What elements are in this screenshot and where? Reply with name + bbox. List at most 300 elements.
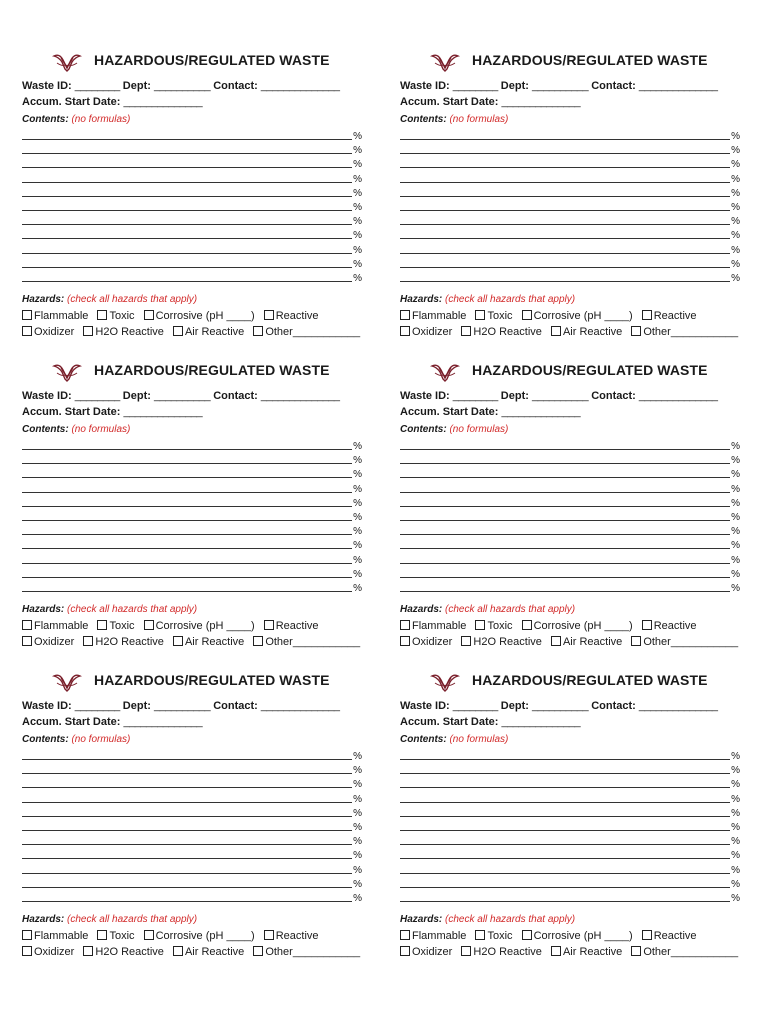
percent-sign: % <box>353 145 362 157</box>
checkbox-icon[interactable] <box>631 636 641 646</box>
content-entry-line[interactable] <box>22 270 362 284</box>
percent-sign: % <box>353 455 362 467</box>
hazard-h2o-reactive[interactable]: H2O Reactive <box>461 946 541 958</box>
contact-label: Contact: <box>213 80 258 92</box>
checkbox-icon[interactable] <box>144 620 154 630</box>
contents-label <box>22 114 130 125</box>
contents-hint: (no formulas) <box>449 734 509 745</box>
checkbox-icon[interactable] <box>83 946 93 956</box>
dept-field[interactable]: __________ <box>153 700 211 712</box>
checkbox-icon[interactable] <box>551 946 561 956</box>
contact-field[interactable]: ______________ <box>638 700 718 712</box>
content-entry-line[interactable] <box>22 748 362 762</box>
content-entry-line[interactable] <box>22 481 362 495</box>
hazard-corrosive[interactable]: Corrosive (pH ____) <box>522 310 633 322</box>
content-entry-line[interactable] <box>400 256 740 270</box>
hazard-air-reactive[interactable]: Air Reactive <box>173 636 244 648</box>
hazard-h2o-reactive[interactable]: H2O Reactive <box>83 636 163 648</box>
contents-heading: Contents: <box>400 114 447 125</box>
hazard-corrosive[interactable]: Corrosive (pH ____) <box>522 930 633 942</box>
hazard-flammable[interactable]: Flammable <box>400 310 466 322</box>
hazard-other[interactable]: Other___________ <box>631 946 738 958</box>
content-entry-line[interactable] <box>22 847 362 861</box>
checkbox-icon[interactable] <box>642 620 652 630</box>
id-dept-contact-line <box>400 80 718 92</box>
content-entry-line[interactable] <box>22 819 362 833</box>
percent-sign: % <box>353 540 362 552</box>
entry-rule <box>22 759 352 760</box>
checkbox-icon[interactable] <box>173 326 183 336</box>
checkbox-icon[interactable] <box>144 310 154 320</box>
entry-rule <box>22 281 352 282</box>
accum-date-line <box>400 96 580 108</box>
hazards-hint: (check all hazards that apply) <box>445 914 576 925</box>
content-entry-line[interactable] <box>400 142 740 156</box>
entry-rule <box>22 887 352 888</box>
id-dept-contact-line <box>22 80 340 92</box>
contents-hint: (no formulas) <box>71 114 131 125</box>
hazard-other[interactable]: Other___________ <box>253 946 360 958</box>
checkbox-icon[interactable] <box>642 310 652 320</box>
content-entry-line[interactable] <box>400 227 740 241</box>
hazard-air-reactive[interactable]: Air Reactive <box>173 946 244 958</box>
dept-field[interactable]: __________ <box>153 80 211 92</box>
hazards-hint: (check all hazards that apply) <box>445 294 576 305</box>
checkbox-icon[interactable] <box>22 620 32 630</box>
hazard-other[interactable]: Other___________ <box>631 636 738 648</box>
hazard-flammable[interactable]: Flammable <box>400 620 466 632</box>
entry-rule <box>22 449 352 450</box>
content-entry-line[interactable] <box>400 509 740 523</box>
content-entry-line[interactable] <box>400 242 740 256</box>
content-entry-line[interactable] <box>400 552 740 566</box>
checkbox-icon[interactable] <box>264 930 274 940</box>
checkbox-icon[interactable] <box>22 946 32 956</box>
id-dept-contact-line <box>22 390 340 402</box>
checkbox-icon[interactable] <box>97 310 107 320</box>
content-entry-line[interactable] <box>22 580 362 594</box>
percent-sign: % <box>353 822 362 833</box>
content-entry-line[interactable] <box>400 481 740 495</box>
waste-id-field[interactable]: ________ <box>452 700 498 712</box>
dept-field[interactable]: __________ <box>531 700 589 712</box>
hazard-h2o-reactive[interactable]: H2O Reactive <box>461 326 541 338</box>
hazard-toxic[interactable]: Toxic <box>475 310 512 322</box>
accum-start-date-field[interactable]: ______________ <box>123 96 203 108</box>
checkbox-icon[interactable] <box>97 620 107 630</box>
entry-rule <box>22 816 352 817</box>
percent-sign: % <box>731 878 740 890</box>
content-entry-line[interactable] <box>22 171 362 185</box>
hazard-h2o-reactive[interactable]: H2O Reactive <box>461 636 541 648</box>
content-entry-line[interactable] <box>22 185 362 199</box>
contact-label: Contact: <box>591 700 636 712</box>
hazards-hint: (check all hazards that apply) <box>445 604 576 615</box>
hazard-oxidizer[interactable]: Oxidizer <box>22 326 74 338</box>
hazard-flammable[interactable]: Flammable <box>22 310 88 322</box>
percent-sign: % <box>731 554 740 566</box>
checkbox-icon[interactable] <box>461 946 471 956</box>
content-entry-line[interactable] <box>400 438 740 452</box>
content-entry-line[interactable] <box>400 171 740 185</box>
hazard-corrosive[interactable]: Corrosive (pH ____) <box>522 620 633 632</box>
waste-id-field[interactable]: ________ <box>74 80 120 92</box>
checkbox-icon[interactable] <box>461 326 471 336</box>
percent-sign: % <box>731 836 740 848</box>
card-title: HAZARDOUS/REGULATED WASTE <box>94 362 330 378</box>
checkbox-icon[interactable] <box>522 930 532 940</box>
checkbox-icon[interactable] <box>22 930 32 940</box>
hazard-h2o-reactive[interactable]: H2O Reactive <box>83 946 163 958</box>
content-entry-line[interactable] <box>400 156 740 170</box>
percent-sign: % <box>353 216 362 228</box>
waste-label-card <box>400 670 750 970</box>
percent-sign: % <box>353 230 362 242</box>
hazard-oxidizer[interactable]: Oxidizer <box>400 636 452 648</box>
content-entry-line[interactable] <box>22 142 362 156</box>
percent-sign: % <box>353 512 362 523</box>
hazard-flammable[interactable]: Flammable <box>22 930 88 942</box>
checkbox-icon[interactable] <box>400 946 410 956</box>
checkbox-icon[interactable] <box>173 636 183 646</box>
entry-rule <box>400 210 730 211</box>
hazard-reactive[interactable]: Reactive <box>264 930 319 942</box>
entry-rule <box>22 802 352 803</box>
contents-label <box>22 424 130 435</box>
dept-field[interactable]: __________ <box>153 390 211 402</box>
percent-sign: % <box>731 765 740 777</box>
hazard-air-reactive[interactable]: Air Reactive <box>551 326 622 338</box>
content-entry-line[interactable] <box>22 862 362 876</box>
content-entry-line[interactable] <box>400 213 740 227</box>
content-entry-line[interactable] <box>400 185 740 199</box>
checkbox-icon[interactable] <box>400 326 410 336</box>
checkbox-icon[interactable] <box>400 636 410 646</box>
percent-sign: % <box>353 807 362 819</box>
hazards-label <box>22 294 197 305</box>
content-entry-line[interactable] <box>22 509 362 523</box>
content-entry-line[interactable] <box>400 819 740 833</box>
content-entry-line[interactable] <box>22 776 362 790</box>
content-entry-line[interactable] <box>22 791 362 805</box>
content-entry-line[interactable] <box>22 213 362 227</box>
content-entry-line[interactable] <box>22 452 362 466</box>
waste-id-label: Waste ID: <box>400 80 450 92</box>
checkbox-icon[interactable] <box>475 310 485 320</box>
hazards-heading: Hazards: <box>400 604 443 615</box>
accum-date-line <box>400 716 580 728</box>
hazard-reactive[interactable]: Reactive <box>264 620 319 632</box>
entry-rule <box>400 520 730 521</box>
contact-label: Contact: <box>213 700 258 712</box>
content-entry-line[interactable] <box>22 199 362 213</box>
percent-sign: % <box>731 258 740 270</box>
entry-rule <box>400 267 730 268</box>
checkbox-icon[interactable] <box>264 620 274 630</box>
entry-rule <box>400 563 730 564</box>
percent-sign: % <box>731 779 740 791</box>
content-entry-line[interactable] <box>400 762 740 776</box>
hazard-air-reactive[interactable]: Air Reactive <box>551 636 622 648</box>
entry-rule <box>400 901 730 902</box>
hazards-label <box>22 604 197 615</box>
contact-label: Contact: <box>213 390 258 402</box>
content-entry-line[interactable] <box>22 833 362 847</box>
contact-field[interactable]: ______________ <box>260 80 340 92</box>
entry-rule <box>400 591 730 592</box>
hazard-options-row-2 <box>400 636 744 648</box>
checkbox-icon[interactable] <box>22 310 32 320</box>
accum-date-line <box>22 716 202 728</box>
percent-sign: % <box>731 131 740 142</box>
hazard-corrosive[interactable]: Corrosive (pH ____) <box>144 620 255 632</box>
checkbox-icon[interactable] <box>631 326 641 336</box>
waste-id-label: Waste ID: <box>400 390 450 402</box>
percent-sign: % <box>353 583 362 594</box>
content-entry-line[interactable] <box>400 523 740 537</box>
entry-rule <box>22 253 352 254</box>
content-entry-line[interactable] <box>400 833 740 847</box>
entry-rule <box>22 520 352 521</box>
contact-field[interactable]: ______________ <box>638 80 718 92</box>
entry-rule <box>22 224 352 225</box>
hazard-toxic[interactable]: Toxic <box>475 930 512 942</box>
checkbox-icon[interactable] <box>475 620 485 630</box>
card-title: HAZARDOUS/REGULATED WASTE <box>94 672 330 688</box>
content-entry-line[interactable] <box>22 156 362 170</box>
id-dept-contact-line <box>22 700 340 712</box>
checkbox-icon[interactable] <box>522 310 532 320</box>
accum-start-date-label: Accum. Start Date: <box>22 406 121 418</box>
dept-label: Dept: <box>122 700 151 712</box>
content-entry-line[interactable] <box>22 242 362 256</box>
percent-sign: % <box>731 216 740 228</box>
hazard-toxic[interactable]: Toxic <box>97 620 134 632</box>
entry-rule <box>400 196 730 197</box>
checkbox-icon[interactable] <box>144 930 154 940</box>
hazard-other[interactable]: Other___________ <box>253 636 360 648</box>
hazard-flammable[interactable]: Flammable <box>22 620 88 632</box>
percent-sign: % <box>353 864 362 876</box>
waste-id-field[interactable]: ________ <box>452 80 498 92</box>
hazard-toxic[interactable]: Toxic <box>475 620 512 632</box>
hazard-other[interactable]: Other___________ <box>253 326 360 338</box>
card-header <box>400 360 750 384</box>
checkbox-icon[interactable] <box>475 930 485 940</box>
content-entry-line[interactable] <box>22 552 362 566</box>
dept-label: Dept: <box>500 700 529 712</box>
hazard-reactive[interactable]: Reactive <box>642 310 697 322</box>
percent-sign: % <box>353 765 362 777</box>
content-entry-line[interactable] <box>22 256 362 270</box>
percent-sign: % <box>353 836 362 848</box>
waste-label-card <box>22 360 372 660</box>
entry-rule <box>22 591 352 592</box>
hazards-heading: Hazards: <box>22 914 65 925</box>
content-entry-line[interactable] <box>400 199 740 213</box>
dept-field[interactable]: __________ <box>531 80 589 92</box>
content-entry-line[interactable] <box>22 128 362 142</box>
percent-sign: % <box>353 173 362 185</box>
percent-sign: % <box>731 145 740 157</box>
hazard-oxidizer[interactable]: Oxidizer <box>22 636 74 648</box>
entry-rule <box>22 577 352 578</box>
entry-rule <box>400 463 730 464</box>
entry-rule <box>22 238 352 239</box>
checkbox-icon[interactable] <box>522 620 532 630</box>
percent-sign: % <box>731 751 740 762</box>
checkbox-icon[interactable] <box>253 326 263 336</box>
content-entry-line[interactable] <box>22 466 362 480</box>
checkbox-icon[interactable] <box>253 946 263 956</box>
contact-field[interactable]: ______________ <box>638 390 718 402</box>
contact-field[interactable]: ______________ <box>260 700 340 712</box>
hazard-flammable[interactable]: Flammable <box>400 930 466 942</box>
checkbox-icon[interactable] <box>400 620 410 630</box>
content-entry-line[interactable] <box>22 805 362 819</box>
content-entry-line[interactable] <box>400 862 740 876</box>
content-entry-line[interactable] <box>22 438 362 452</box>
longhorn-logo-icon <box>430 362 460 382</box>
hazard-oxidizer[interactable]: Oxidizer <box>22 946 74 958</box>
hazard-options-row-1 <box>22 930 325 942</box>
hazard-oxidizer[interactable]: Oxidizer <box>400 326 452 338</box>
checkbox-icon[interactable] <box>551 326 561 336</box>
checkbox-icon[interactable] <box>400 930 410 940</box>
checkbox-icon[interactable] <box>253 636 263 646</box>
entry-rule <box>400 887 730 888</box>
content-entry-line[interactable] <box>22 876 362 890</box>
accum-start-date-field[interactable]: ______________ <box>501 406 581 418</box>
percent-sign: % <box>353 526 362 538</box>
content-entry-line[interactable] <box>400 890 740 904</box>
percent-sign: % <box>353 441 362 452</box>
waste-id-field[interactable]: ________ <box>452 390 498 402</box>
content-entry-line[interactable] <box>22 523 362 537</box>
percent-sign: % <box>353 793 362 805</box>
checkbox-icon[interactable] <box>97 930 107 940</box>
content-entry-line[interactable] <box>400 495 740 509</box>
entry-rule <box>400 773 730 774</box>
content-entry-line[interactable] <box>400 566 740 580</box>
waste-id-field[interactable]: ________ <box>74 390 120 402</box>
hazard-reactive[interactable]: Reactive <box>264 310 319 322</box>
percent-sign: % <box>731 483 740 495</box>
hazard-other[interactable]: Other___________ <box>631 326 738 338</box>
contact-field[interactable]: ______________ <box>260 390 340 402</box>
entry-rule <box>22 773 352 774</box>
content-entry-line[interactable] <box>400 748 740 762</box>
waste-id-label: Waste ID: <box>22 700 72 712</box>
content-entry-line[interactable] <box>22 537 362 551</box>
hazard-corrosive[interactable]: Corrosive (pH ____) <box>144 930 255 942</box>
content-entry-line[interactable] <box>400 452 740 466</box>
content-entry-line[interactable] <box>400 580 740 594</box>
hazard-reactive[interactable]: Reactive <box>642 620 697 632</box>
percent-sign: % <box>731 893 740 904</box>
content-entry-line[interactable] <box>400 128 740 142</box>
accum-start-date-field[interactable]: ______________ <box>123 716 203 728</box>
hazard-options-row-2 <box>22 946 366 958</box>
entry-rule <box>22 196 352 197</box>
hazard-air-reactive[interactable]: Air Reactive <box>173 326 244 338</box>
hazards-label <box>400 914 575 925</box>
accum-start-date-label: Accum. Start Date: <box>22 96 121 108</box>
checkbox-icon[interactable] <box>83 636 93 646</box>
percent-sign: % <box>731 512 740 523</box>
content-entry-line[interactable] <box>400 876 740 890</box>
entry-rule <box>22 492 352 493</box>
card-header <box>22 50 372 74</box>
content-entry-line[interactable] <box>400 466 740 480</box>
id-dept-contact-line <box>400 390 718 402</box>
entry-rule <box>22 548 352 549</box>
content-entry-line[interactable] <box>400 270 740 284</box>
content-entry-line[interactable] <box>400 847 740 861</box>
entry-rule <box>400 787 730 788</box>
hazards-hint: (check all hazards that apply) <box>67 604 198 615</box>
hazards-label <box>400 604 575 615</box>
checkbox-icon[interactable] <box>642 930 652 940</box>
content-entry-line[interactable] <box>22 495 362 509</box>
waste-id-label: Waste ID: <box>22 80 72 92</box>
percent-sign: % <box>353 850 362 862</box>
checkbox-icon[interactable] <box>264 310 274 320</box>
content-entry-line[interactable] <box>22 566 362 580</box>
accum-start-date-field[interactable]: ______________ <box>501 716 581 728</box>
entry-rule <box>22 182 352 183</box>
waste-id-field[interactable]: ________ <box>74 700 120 712</box>
hazard-air-reactive[interactable]: Air Reactive <box>551 946 622 958</box>
hazard-toxic[interactable]: Toxic <box>97 930 134 942</box>
entry-rule <box>22 563 352 564</box>
checkbox-icon[interactable] <box>22 636 32 646</box>
checkbox-icon[interactable] <box>400 310 410 320</box>
waste-label-card <box>22 670 372 970</box>
hazard-toxic[interactable]: Toxic <box>97 310 134 322</box>
checkbox-icon[interactable] <box>461 636 471 646</box>
percent-sign: % <box>731 244 740 256</box>
accum-start-date-label: Accum. Start Date: <box>400 716 499 728</box>
entry-rule <box>22 139 352 140</box>
content-entry-line[interactable] <box>22 227 362 241</box>
checkbox-icon[interactable] <box>173 946 183 956</box>
hazard-reactive[interactable]: Reactive <box>642 930 697 942</box>
hazard-corrosive[interactable]: Corrosive (pH ____) <box>144 310 255 322</box>
contents-hint: (no formulas) <box>71 424 131 435</box>
entry-rule <box>22 506 352 507</box>
content-entry-line[interactable] <box>400 805 740 819</box>
accum-start-date-field[interactable]: ______________ <box>501 96 581 108</box>
hazard-oxidizer[interactable]: Oxidizer <box>400 946 452 958</box>
entry-rule <box>400 281 730 282</box>
content-entry-line[interactable] <box>400 537 740 551</box>
content-entry-line[interactable] <box>400 776 740 790</box>
checkbox-icon[interactable] <box>22 326 32 336</box>
content-entry-line[interactable] <box>22 762 362 776</box>
checkbox-icon[interactable] <box>83 326 93 336</box>
content-entry-line[interactable] <box>400 791 740 805</box>
id-dept-contact-line <box>400 700 718 712</box>
hazard-h2o-reactive[interactable]: H2O Reactive <box>83 326 163 338</box>
checkbox-icon[interactable] <box>631 946 641 956</box>
accum-start-date-field[interactable]: ______________ <box>123 406 203 418</box>
content-entry-line[interactable] <box>22 890 362 904</box>
entry-rule <box>400 153 730 154</box>
contents-label <box>400 114 508 125</box>
dept-field[interactable]: __________ <box>531 390 589 402</box>
checkbox-icon[interactable] <box>551 636 561 646</box>
